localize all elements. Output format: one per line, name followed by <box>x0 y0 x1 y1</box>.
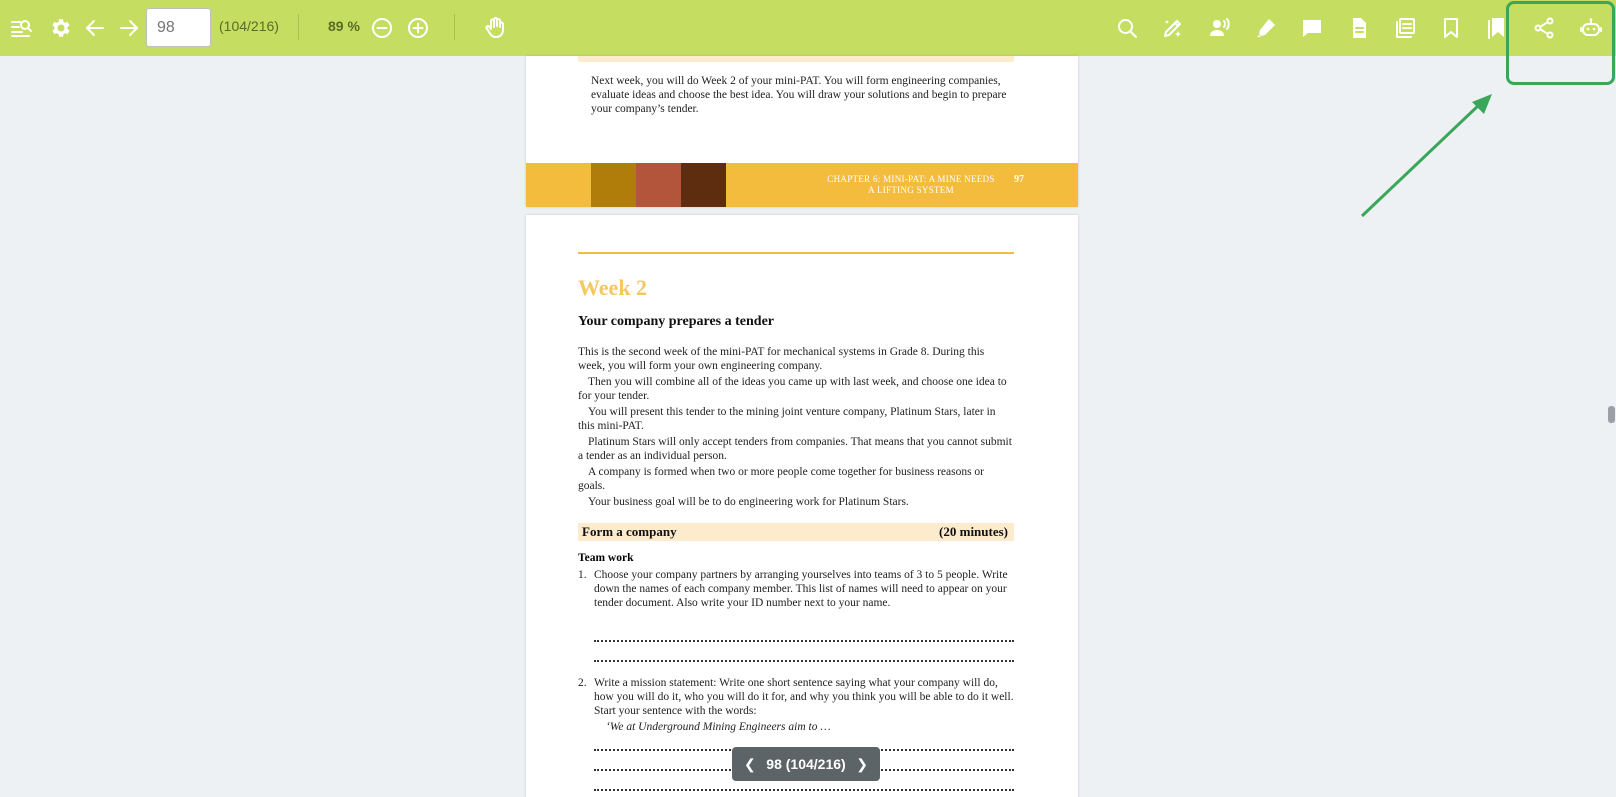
paragraph: A company is formed when two or more people come together for business reasons or goals. <box>578 466 985 492</box>
zoom-in-icon[interactable] <box>400 8 436 48</box>
page-count: (104/216) <box>219 18 279 34</box>
arrow-right-icon[interactable] <box>111 8 147 48</box>
answer-line <box>594 659 1014 662</box>
read-aloud-icon[interactable] <box>1202 8 1238 48</box>
quote-text: ‘We at Underground Mining Engineers aim to … <box>606 721 831 733</box>
highlight-annotation-box <box>1506 1 1615 85</box>
team-work-heading: Team work <box>578 552 634 564</box>
list-item <box>578 568 1014 610</box>
zoom-level: 89 % <box>328 18 360 34</box>
chapter-line-2: A LIFTING SYSTEM <box>868 185 954 195</box>
search-icon[interactable] <box>1109 8 1145 48</box>
list-number: 1. <box>578 569 587 581</box>
chevron-left-icon[interactable]: ❮ <box>744 755 756 772</box>
paragraph: Platinum Stars will only accept tenders from companies. That means that you cannot submit a tender as an individual person. <box>578 436 1012 462</box>
footer-swatch <box>591 163 636 207</box>
zoom-out-icon[interactable] <box>364 8 400 48</box>
page-number-input[interactable] <box>146 8 211 47</box>
paragraph: Next week, you will do Week 2 of your mini-PAT. You will form engineering companies, evaluate ideas and choose the best idea. You will draw your solutions and begin to prepare your company’s tender. <box>591 75 1007 115</box>
footer-swatch <box>681 163 726 207</box>
document-page-98 <box>526 215 1078 797</box>
week-title: Week 2 <box>578 275 648 300</box>
highlighter-icon[interactable] <box>1248 8 1284 48</box>
scrollbar-thumb[interactable] <box>1608 406 1615 423</box>
comment-icon[interactable] <box>1294 8 1330 48</box>
library-icon[interactable] <box>1387 8 1423 48</box>
answer-line <box>594 639 1014 642</box>
section-heading <box>578 523 1014 541</box>
answer-line <box>594 788 1014 791</box>
pen-sparkle-icon[interactable] <box>1155 8 1191 48</box>
subheading: Your company prepares a tender <box>578 314 774 329</box>
list-text: Choose your company partners by arranging yourselves into teams of 3 to 5 people. Write down the names of each company member. This list of names will need to appear on your tender document. Also write your ID number next to your name. <box>594 569 1008 609</box>
chapter-footer <box>526 163 1078 207</box>
page-number: 97 <box>1014 174 1024 185</box>
annotation-arrow <box>1350 90 1500 220</box>
paragraph: Your business goal will be to do engineering work for Platinum Stars. <box>588 496 909 508</box>
section-title: Form a company <box>582 524 677 539</box>
search-list-icon[interactable] <box>3 8 39 48</box>
chevron-right-icon[interactable]: ❯ <box>856 755 868 772</box>
section-bar-remnant <box>578 56 1014 62</box>
top-toolbar <box>0 0 1616 56</box>
page-nav-label: 98 (104/216) <box>766 756 846 772</box>
chapter-title <box>796 174 1026 196</box>
bookmark-icon[interactable] <box>1433 8 1469 48</box>
section-time: (20 minutes) <box>939 524 1008 539</box>
paragraph: Then you will combine all of the ideas you came up with last week, and choose one idea to for your tender. <box>578 376 1007 402</box>
paragraph: This is the second week of the mini-PAT for mechanical systems in Grade 8. During this week, you will form your own engineering company. <box>578 346 985 372</box>
list-item <box>578 676 1014 734</box>
toolbar-divider <box>454 14 455 40</box>
footer-swatch <box>636 163 681 207</box>
toolbar-divider <box>298 14 299 40</box>
list-text: Write a mission statement: Write one short sentence saying what your company will do, how you will do it, who you will do it for, and why you think you will be able to do it well. Start your sentence with the words: <box>594 677 1014 717</box>
chapter-line-1: CHAPTER 6: MINI-PAT: A MINE NEEDS <box>827 174 995 184</box>
gear-icon[interactable] <box>43 8 79 48</box>
list-number: 2. <box>578 677 587 689</box>
arrow-left-icon[interactable] <box>77 8 113 48</box>
paragraph: You will present this tender to the mining joint venture company, Platinum Stars, later in this mini-PAT. <box>578 406 996 432</box>
document-icon[interactable] <box>1341 8 1377 48</box>
page-nav-pill <box>732 747 880 781</box>
hand-pan-icon[interactable] <box>477 8 513 48</box>
header-rule <box>578 252 1014 254</box>
document-page-97 <box>526 56 1078 207</box>
